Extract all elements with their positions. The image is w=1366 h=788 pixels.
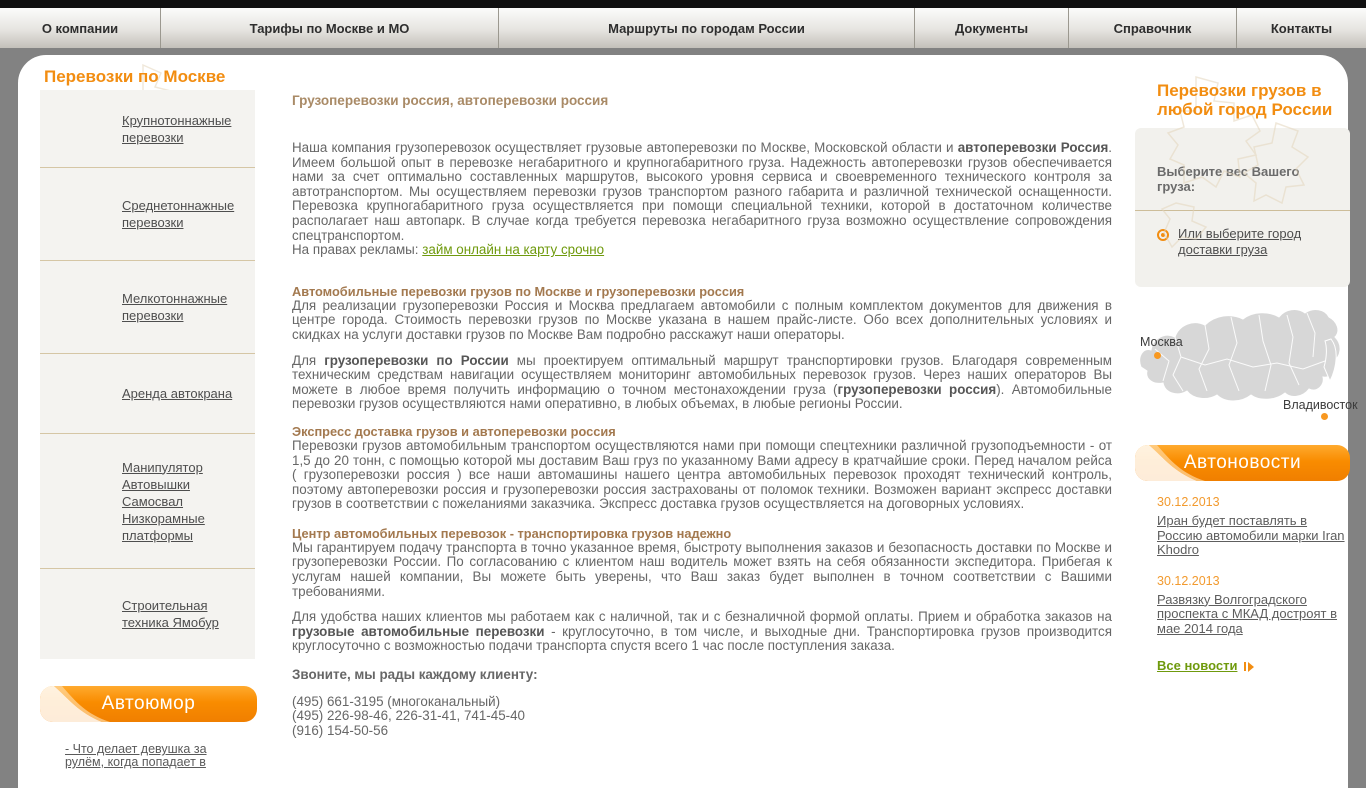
sidebar-link[interactable]: Строительная техника Ямобур <box>122 598 219 630</box>
sidebar-link[interactable]: Манипулятор Автовышки Самосвал Низкорамные платформы <box>122 459 205 543</box>
left-sidebar-title: Перевозки по Москве <box>44 67 226 86</box>
page-title: Грузоперевозки россия, автоперевозки россия <box>292 93 609 108</box>
sidebar-link[interactable]: Мелкотоннажные перевозки <box>122 291 228 323</box>
section-heading-express: Экспресс доставка грузов и автоперевозки россия <box>292 423 616 439</box>
paragraph: Для грузоперевозки по России мы проектируем оптимальный маршрут транспортировки грузов. Благодаря современным техническим средствам навигации осуществляем мониторинг автомобильных перевозок грузов. Через наших операторов Вы можете в любое время получить информацию о точном местонахождении груза (грузоперевозки россия). Автомобильные перевозки грузов осуществляются нами оперативно, в любых объемах, в любые регионы России. <box>292 352 1112 412</box>
sidebar-link[interactable]: Крупнотоннажные перевозки <box>122 112 232 145</box>
weight-select-label: Выберите вес Вашего груза: <box>1157 164 1300 194</box>
sidebar-item-medium-tonnage[interactable] <box>40 168 255 261</box>
sidebar-link[interactable]: Аренда автокрана <box>122 386 233 401</box>
nav-item-reference[interactable]: Справочник <box>1068 8 1236 48</box>
sidebar-item-manipulator[interactable] <box>40 434 255 569</box>
news-date: 30.12.2013 <box>1157 495 1220 509</box>
all-news-link[interactable]: Все новости <box>1157 658 1238 673</box>
phone-line: (916) 154-50-56 <box>292 722 389 738</box>
all-news-arrow-icon <box>1244 662 1246 671</box>
ad-label: На правах рекламы: <box>292 242 423 258</box>
map-label-moscow: Москва <box>1140 335 1183 349</box>
phone-line: (495) 226-98-46, 226-31-41, 741-45-40 <box>292 708 526 724</box>
main-nav <box>0 8 1366 48</box>
paragraph: Для реализации грузоперевозки Россия и Москва предлагаем автомобили с полным комплектом документов для движения в центре города. Стоимость перевозки грузов по Москве указана в нашем прайс-листе. Обо всех дополнительных условиях и скидках на услуги доставки грузов по Москве Вам подробно расскажут наши операторы. <box>292 297 1112 342</box>
phone-line: (495) 661-3195 (многоканальный) <box>292 693 501 709</box>
joke-link[interactable]: - Что делает девушка за рулём, когда попадает в <box>65 742 207 769</box>
main-content <box>292 93 1112 738</box>
nav-item-tariffs[interactable]: Тарифы по Москве и МО <box>160 8 498 48</box>
humor-banner-label: Автоюмор <box>101 693 196 714</box>
news-banner <box>1135 445 1350 481</box>
map-label-vladivostok: Владивосток <box>1283 398 1358 412</box>
city-select-link[interactable]: Или выберите город доставки груза <box>1178 226 1302 257</box>
news-list <box>1157 495 1357 675</box>
sidebar-item-heavy-tonnage[interactable] <box>40 90 255 168</box>
paragraph: Мы гарантируем подачу транспорта в точно указанное время, быстроту выполнения заказов и безопасность доставки по Москве и грузоперевозки России. По согласованию с клиентом наш водитель может взять на себя обязанности экспедитора. Прибегая к услугам нашей компании, Вы можете быть уверены, что Ваш заказ будет выполнен в точном соответствии с Вашими требованиями. <box>292 539 1112 599</box>
ad-link[interactable]: займ онлайн на карту срочно <box>422 242 605 258</box>
all-news-arrow-icon <box>1248 662 1254 672</box>
phone-numbers <box>292 695 1112 739</box>
city-select-row <box>1157 226 1313 258</box>
sidebar-item-small-tonnage[interactable] <box>40 261 255 354</box>
news-link[interactable]: Иран будет поставлять в Россию автомобили марки Iran Khodro <box>1157 513 1345 557</box>
sidebar-item-crane-rent[interactable] <box>40 354 255 434</box>
nav-item-about[interactable]: О компании <box>41 20 119 36</box>
content-card <box>18 55 1358 788</box>
divider <box>1135 210 1350 211</box>
nav-item-contacts[interactable]: Контакты <box>1236 8 1366 48</box>
news-link[interactable]: Развязку Волгоградского проспекта с МКАД достроят в мае 2014 года <box>1157 591 1338 636</box>
ad-line <box>292 243 1112 258</box>
sidebar-item-construction[interactable] <box>40 569 255 659</box>
intro-paragraph: Наша компания грузоперевозок осуществляет грузовые автоперевозки по Москве, Московской области и автоперевозки Россия. Имеем большой опыт в перевозке негабаритного и крупногабаритного груза. Надежность автоперевозки грузов обеспечивается нами за счет оптимально составленных маршрутов, высокого уровня сервиса и своевременного технического контроля за автотранспортом. Мы осуществляем перевозки грузов транспортом разного габарита и различной технической оснащенности. Перевозка крупногабаритного груза осуществляется при помощи специальной техники, которой в достаточном количестве располагает наш автопарк. В случае когда требуется перевозка негабаритного груза возможно осуществление сопровождения спецтранспортом. <box>292 140 1112 243</box>
top-black-strip <box>0 0 1366 8</box>
news-banner-label: Автоновости <box>1183 452 1302 473</box>
moscow-dot-icon <box>1154 352 1161 359</box>
left-sidebar-menu <box>40 90 255 659</box>
vladivostok-dot-icon <box>1321 413 1328 420</box>
right-sidebar-title: Перевозки грузов в любой город России <box>1157 81 1333 119</box>
russia-map <box>1135 305 1358 420</box>
section-heading-center: Центр автомобильных перевозок - транспортировка грузов надежно <box>292 525 732 541</box>
humor-banner <box>40 686 257 722</box>
section-heading-moscow: Автомобильные перевозки грузов по Москве и грузоперевозки россия <box>292 283 745 299</box>
sidebar-link[interactable]: Среднетоннажные перевозки <box>122 198 235 230</box>
weight-select-box <box>1135 128 1350 287</box>
paragraph: Для удобства наших клиентов мы работаем как с наличной, так и с безналичной формой оплаты. Прием и обработка заказов на грузовые автомобильные перевозки - круглосуточно, в том числе, и выходные дни. Транспортировка грузов производится круглосуточно с возможностью подачи транспорта спустя всего 1 час после поступления заказа. <box>292 609 1112 654</box>
nav-item-documents[interactable]: Документы <box>914 8 1068 48</box>
banner-swoosh-decoration <box>40 686 110 722</box>
call-heading: Звоните, мы рады каждому клиенту: <box>292 667 538 683</box>
news-date: 30.12.2013 <box>1157 573 1220 588</box>
nav-item-routes[interactable]: Маршруты по городам России <box>498 8 914 48</box>
paragraph: Перевозки грузов автомобильным транспортом осуществляются нами при помощи спецтехники различной грузоподъемности - от 1,5 до 20 тонн, с помощью которой мы доставим Ваш груз по указанному Вами адресу в кратчайшие сроки. Перед началом рейса ( грузоперевозки россия ) все наши автомашины нашего центра автомобильных перевозок проходят технический контроль, поэтому автоперевозки россия и грузоперевозки россия застрахованы от поломок техники. Возможен вариант экспресс доставки грузов в соответствии с пожеланиями заказчика. Экспресс доставка грузов осуществляется на договорных условиях. <box>292 437 1112 512</box>
radio-bullet-icon <box>1157 229 1169 241</box>
